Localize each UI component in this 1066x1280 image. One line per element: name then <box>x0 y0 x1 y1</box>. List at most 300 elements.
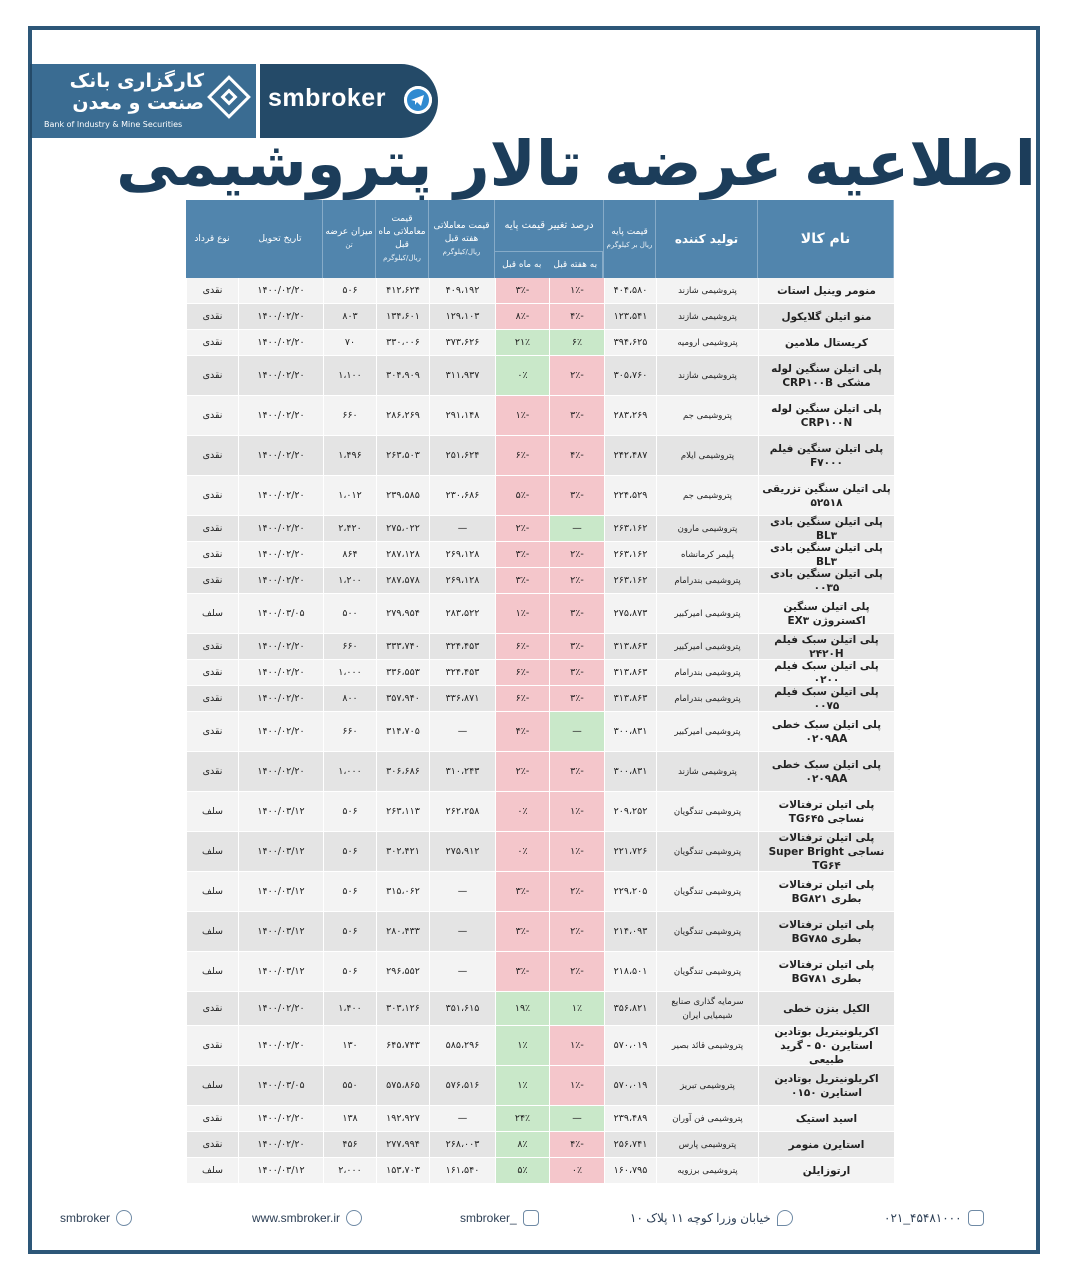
cell-name: پلی اتیلن ترفتالات نساجی Super Bright TG۶۴ <box>758 832 894 871</box>
cell-name: الکیل بنزن خطی <box>758 992 894 1025</box>
cell-supply: ۵۰۶ <box>323 872 376 911</box>
table-row <box>186 436 894 476</box>
cell-delivery: ۱۴۰۰/۰۲/۲۰ <box>238 542 323 567</box>
cell-producer: سرمایه گذاری صنایع شیمیایی ایران <box>656 992 758 1025</box>
cell-delivery: ۱۴۰۰/۰۲/۲۰ <box>238 660 323 685</box>
cell-producer: پلیمر کرمانشاه <box>656 542 758 567</box>
cell-month-price: ۳۳۶،۵۵۳ <box>376 660 429 685</box>
cell-month-price: ۳۰۲،۴۲۱ <box>376 832 429 871</box>
cell-name: منومر وینیل استات <box>758 278 894 303</box>
cell-change-month: -۵٪ <box>495 476 549 515</box>
logo-mark-icon <box>207 75 251 119</box>
table-row <box>186 792 894 832</box>
cell-name: پلی اتیلن سنگین فیلم F۷۰۰۰ <box>758 436 894 475</box>
table-row <box>186 712 894 752</box>
cell-base-price: ۴۰۴،۵۸۰ <box>604 278 656 303</box>
cell-week-price: ۲۵۱،۶۲۴ <box>429 436 495 475</box>
instagram-handle[interactable]: smbroker_ <box>460 1211 517 1225</box>
cell-change-week: -۴٪ <box>549 304 604 329</box>
cell-contract: سلف <box>186 952 238 991</box>
cell-week-price: ۱۶۱،۵۴۰ <box>429 1158 495 1183</box>
cell-month-price: ۳۳۳،۷۴۰ <box>376 634 429 659</box>
cell-change-month: ۱٪ <box>495 1066 549 1105</box>
cell-supply: ۱،۱۰۰ <box>323 356 376 395</box>
cell-change-month: -۶٪ <box>495 686 549 711</box>
cell-month-price: ۲۷۵،۰۲۲ <box>376 516 429 541</box>
table-row <box>186 912 894 952</box>
cell-delivery: ۱۴۰۰/۰۲/۲۰ <box>238 568 323 593</box>
cell-delivery: ۱۴۰۰/۰۳/۱۲ <box>238 1158 323 1183</box>
cell-delivery: ۱۴۰۰/۰۲/۲۰ <box>238 686 323 711</box>
cell-base-price: ۲۷۵،۸۷۳ <box>604 594 656 633</box>
cell-month-price: ۲۶۳،۱۱۳ <box>376 792 429 831</box>
cell-name: پلی اتیلن سنگین بادی ۰۰۳۵ <box>758 568 894 593</box>
cell-base-price: ۳۰۰،۸۳۱ <box>604 712 656 751</box>
cell-base-price: ۳۵۶،۸۲۱ <box>604 992 656 1025</box>
cell-change-month: -۱٪ <box>495 396 549 435</box>
cell-supply: ۱،۲۰۰ <box>323 568 376 593</box>
cell-producer: پتروشیمی تندگویان <box>656 872 758 911</box>
telegram-handle[interactable]: smbroker <box>60 1211 111 1225</box>
table-row <box>186 396 894 436</box>
cell-producer: پتروشیمی مارون <box>656 516 758 541</box>
cell-change-week: -۱٪ <box>549 832 604 871</box>
cell-change-week: -۲٪ <box>549 872 604 911</box>
cell-contract: سلف <box>186 1158 238 1183</box>
cell-change-week: -۳٪ <box>549 594 604 633</box>
cell-delivery: ۱۴۰۰/۰۲/۲۰ <box>238 752 323 791</box>
table-row <box>186 660 894 686</box>
cell-change-month: -۳٪ <box>495 912 549 951</box>
table-row <box>186 872 894 912</box>
cell-change-month: -۳٪ <box>495 542 549 567</box>
cell-producer: پتروشیمی امیرکبیر <box>656 634 758 659</box>
cell-contract: نقدی <box>186 516 238 541</box>
logo-line-2: صنعت و معدن <box>72 92 204 114</box>
cell-week-price: ۲۶۹،۱۲۸ <box>429 542 495 567</box>
header-month-price <box>376 200 429 278</box>
cell-delivery: ۱۴۰۰/۰۳/۱۲ <box>238 952 323 991</box>
cell-contract: سلف <box>186 912 238 951</box>
cell-supply: ۱،۴۹۶ <box>323 436 376 475</box>
cell-month-price: ۳۱۴،۷۰۵ <box>376 712 429 751</box>
header-month-price-unit: ریال/کیلوگرم <box>383 254 421 262</box>
header-base-price-label: قیمت پایه <box>611 227 648 237</box>
cell-delivery: ۱۴۰۰/۰۳/۰۵ <box>238 1066 323 1105</box>
footer-website[interactable] <box>252 1210 362 1226</box>
cell-base-price: ۵۷۰،۰۱۹ <box>604 1026 656 1065</box>
cell-name: پلی اتیلن ترفتالات بطری BG۷۸۱ <box>758 952 894 991</box>
cell-delivery: ۱۴۰۰/۰۲/۲۰ <box>238 304 323 329</box>
cell-base-price: ۱۲۳،۵۴۱ <box>604 304 656 329</box>
cell-supply: ۱،۰۱۲ <box>323 476 376 515</box>
cell-name: پلی اتیلن سنگین لوله مشکی CRP۱۰۰B <box>758 356 894 395</box>
cell-supply: ۴۵۶ <box>323 1132 376 1157</box>
header-week-price <box>429 200 495 278</box>
cell-week-price: ۱۲۹،۱۰۳ <box>429 304 495 329</box>
table-row <box>186 1158 894 1184</box>
cell-producer: پتروشیمی تندگویان <box>656 912 758 951</box>
table-row <box>186 634 894 660</box>
cell-change-week: -۳٪ <box>549 634 604 659</box>
website-link[interactable]: www.smbroker.ir <box>252 1211 341 1225</box>
header-month-price-label: قیمت معاملاتی ماه قبل <box>378 214 426 250</box>
table-row <box>186 686 894 712</box>
cell-base-price: ۲۱۸،۵۰۱ <box>604 952 656 991</box>
cell-name: پلی اتیلن سبک فیلم ۰۲۰۰ <box>758 660 894 685</box>
cell-base-price: ۲۳۹،۴۸۹ <box>604 1106 656 1131</box>
cell-change-month: -۴٪ <box>495 712 549 751</box>
cell-contract: سلف <box>186 1066 238 1105</box>
cell-delivery: ۱۴۰۰/۰۲/۲۰ <box>238 1106 323 1131</box>
cell-change-week: -۱٪ <box>549 278 604 303</box>
cell-delivery: ۱۴۰۰/۰۲/۲۰ <box>238 330 323 355</box>
table-row <box>186 304 894 330</box>
table-body <box>186 278 894 1184</box>
cell-change-week: -۳٪ <box>549 396 604 435</box>
cell-change-month: -۳٪ <box>495 568 549 593</box>
cell-change-month: -۱٪ <box>495 594 549 633</box>
cell-name: پلی اتیلن ترفتالات نساجی TG۶۴۵ <box>758 792 894 831</box>
logo-line-3: Bank of Industry & Mine Securities <box>44 120 183 129</box>
header-supply-label: میزان عرضه <box>325 227 373 237</box>
cell-name: پلی اتیلن سنگین تزریقی ۵۲۵۱۸ <box>758 476 894 515</box>
cell-producer: پتروشیمی بندرامام <box>656 568 758 593</box>
cell-producer: پتروشیمی شازند <box>656 752 758 791</box>
cell-contract: نقدی <box>186 436 238 475</box>
cell-week-price: ۵۷۶،۵۱۶ <box>429 1066 495 1105</box>
cell-month-price: ۲۷۹،۹۵۴ <box>376 594 429 633</box>
cell-name: پلی اتیلن سنگین اکستروژن EX۳ <box>758 594 894 633</box>
cell-name: منو اتیلن گلایکول <box>758 304 894 329</box>
cell-producer: پتروشیمی تندگویان <box>656 832 758 871</box>
cell-base-price: ۳۰۵،۷۶۰ <box>604 356 656 395</box>
cell-supply: ۶۶۰ <box>323 396 376 435</box>
cell-name: اکریلونیتریل بوتادین استایرن ۵۰ - گرید طبیعی <box>758 1026 894 1065</box>
cell-month-price: ۳۱۵،۰۶۲ <box>376 872 429 911</box>
cell-producer: پتروشیمی فن آوران <box>656 1106 758 1131</box>
cell-contract: سلف <box>186 872 238 911</box>
cell-month-price: ۲۸۷،۱۲۸ <box>376 542 429 567</box>
cell-change-week: -۲٪ <box>549 356 604 395</box>
cell-contract: سلف <box>186 792 238 831</box>
send-icon <box>116 1210 132 1226</box>
cell-week-price: ۲۶۹،۱۲۸ <box>429 568 495 593</box>
cell-month-price: ۲۷۷،۹۹۴ <box>376 1132 429 1157</box>
logo-line-1: کارگزاری بانک <box>69 70 204 92</box>
cell-producer: پتروشیمی شازند <box>656 304 758 329</box>
cell-name: پلی اتیلن سبک خطی ۰۲۰۹AA <box>758 712 894 751</box>
cell-supply: ۵۰۶ <box>323 952 376 991</box>
cell-change-week: -۳٪ <box>549 686 604 711</box>
cell-week-price: ۳۵۱،۶۱۵ <box>429 992 495 1025</box>
footer <box>32 1200 1036 1240</box>
cell-change-week: -۲٪ <box>549 912 604 951</box>
cell-producer: پتروشیمی جم <box>656 396 758 435</box>
cell-change-month: ۸٪ <box>495 1132 549 1157</box>
cell-name: پلی اتیلن سبک فیلم ۰۰۷۵ <box>758 686 894 711</box>
cell-base-price: ۲۵۶،۷۴۱ <box>604 1132 656 1157</box>
cell-week-price: — <box>429 1106 495 1131</box>
cell-contract: نقدی <box>186 992 238 1025</box>
cell-delivery: ۱۴۰۰/۰۲/۲۰ <box>238 992 323 1025</box>
cell-week-price: ۳۳۶،۸۷۱ <box>429 686 495 711</box>
cell-change-month: -۶٪ <box>495 660 549 685</box>
header-week-price-label: قیمت معاملاتی هفته قبل <box>433 220 490 244</box>
table-row <box>186 278 894 304</box>
table-row <box>186 1026 894 1066</box>
cell-contract: نقدی <box>186 476 238 515</box>
cell-change-month: -۶٪ <box>495 436 549 475</box>
cell-change-week: -۴٪ <box>549 436 604 475</box>
cell-base-price: ۳۹۴،۶۲۵ <box>604 330 656 355</box>
cell-change-week: ۱٪ <box>549 992 604 1025</box>
cell-change-month: ۰٪ <box>495 832 549 871</box>
cell-change-week: -۲٪ <box>549 568 604 593</box>
cell-change-month: -۳٪ <box>495 872 549 911</box>
cell-delivery: ۱۴۰۰/۰۲/۲۰ <box>238 516 323 541</box>
cell-delivery: ۱۴۰۰/۰۲/۲۰ <box>238 356 323 395</box>
cell-contract: نقدی <box>186 712 238 751</box>
instagram-icon <box>523 1210 539 1226</box>
cell-base-price: ۲۰۹،۲۵۲ <box>604 792 656 831</box>
cell-base-price: ۲۶۳،۱۶۲ <box>604 542 656 567</box>
cell-supply: ۲،۰۰۰ <box>323 1158 376 1183</box>
cell-supply: ۲،۴۲۰ <box>323 516 376 541</box>
cell-base-price: ۲۸۳،۲۶۹ <box>604 396 656 435</box>
cell-delivery: ۱۴۰۰/۰۲/۲۰ <box>238 634 323 659</box>
cell-base-price: ۵۷۰،۰۱۹ <box>604 1066 656 1105</box>
table-row <box>186 330 894 356</box>
cell-base-price: ۳۱۳،۸۶۳ <box>604 686 656 711</box>
cell-base-price: ۲۶۳،۱۶۲ <box>604 568 656 593</box>
cell-month-price: ۲۶۳،۵۰۳ <box>376 436 429 475</box>
cell-change-week: -۳٪ <box>549 660 604 685</box>
cell-change-week: -۱٪ <box>549 1026 604 1065</box>
cell-change-week: -۱٪ <box>549 1066 604 1105</box>
cell-change-month: -۳٪ <box>495 278 549 303</box>
table-row <box>186 832 894 872</box>
cell-delivery: ۱۴۰۰/۰۳/۱۲ <box>238 872 323 911</box>
cell-change-week: -۳٪ <box>549 476 604 515</box>
cell-producer: پتروشیمی تبریز <box>656 1066 758 1105</box>
cell-producer: پتروشیمی امیرکبیر <box>656 712 758 751</box>
cell-contract: نقدی <box>186 542 238 567</box>
cell-contract: سلف <box>186 594 238 633</box>
table-row <box>186 516 894 542</box>
cell-week-price: — <box>429 912 495 951</box>
header-change-label: درصد تغییر قیمت پایه <box>495 200 603 252</box>
cell-month-price: ۳۰۶،۶۸۶ <box>376 752 429 791</box>
cell-name: پلی اتیلن سنگین بادی BL۳ <box>758 516 894 541</box>
cell-change-month: ۱۹٪ <box>495 992 549 1025</box>
cell-week-price: ۳۲۴،۴۵۳ <box>429 660 495 685</box>
cell-base-price: ۲۲۹،۲۰۵ <box>604 872 656 911</box>
cell-change-month: -۸٪ <box>495 304 549 329</box>
cell-supply: ۱،۰۰۰ <box>323 660 376 685</box>
table-row <box>186 542 894 568</box>
cell-name: پلی اتیلن سنگین بادی BL۳ <box>758 542 894 567</box>
table-row <box>186 1066 894 1106</box>
cell-change-week: -۲٪ <box>549 952 604 991</box>
header-delivery: تاریخ تحویل <box>238 200 323 278</box>
cell-supply: ۶۶۰ <box>323 634 376 659</box>
cell-base-price: ۳۰۰،۸۳۱ <box>604 752 656 791</box>
cell-week-price: ۳۱۰،۲۴۳ <box>429 752 495 791</box>
cell-supply: ۱،۴۰۰ <box>323 992 376 1025</box>
cell-base-price: ۲۶۳،۱۶۲ <box>604 516 656 541</box>
cell-change-month: ۰٪ <box>495 356 549 395</box>
cell-contract: سلف <box>186 832 238 871</box>
cell-producer: پتروشیمی برزویه <box>656 1158 758 1183</box>
cell-producer: پتروشیمی ارومیه <box>656 330 758 355</box>
cell-week-price: — <box>429 516 495 541</box>
cell-change-month: ۱٪ <box>495 1026 549 1065</box>
cell-delivery: ۱۴۰۰/۰۳/۱۲ <box>238 912 323 951</box>
cell-producer: پتروشیمی تندگویان <box>656 792 758 831</box>
cell-month-price: ۲۸۷،۵۷۸ <box>376 568 429 593</box>
phone-icon <box>968 1210 984 1226</box>
cell-change-month: ۰٪ <box>495 792 549 831</box>
cell-week-price: ۳۱۱،۹۳۷ <box>429 356 495 395</box>
location-icon <box>777 1210 793 1226</box>
table-row <box>186 952 894 992</box>
cell-delivery: ۱۴۰۰/۰۲/۲۰ <box>238 1026 323 1065</box>
cell-supply: ۷۰ <box>323 330 376 355</box>
cell-change-month: ۲۴٪ <box>495 1106 549 1131</box>
cell-change-week: -۴٪ <box>549 1132 604 1157</box>
header-name: نام کالا <box>758 200 894 278</box>
table-row <box>186 1106 894 1132</box>
cell-week-price: ۲۶۲،۲۵۸ <box>429 792 495 831</box>
cell-supply: ۱،۰۰۰ <box>323 752 376 791</box>
cell-name: ارتوزایلن <box>758 1158 894 1183</box>
table-row <box>186 992 894 1026</box>
cell-week-price: — <box>429 952 495 991</box>
cell-name: پلی اتیلن ترفتالات بطری BG۷۸۵ <box>758 912 894 951</box>
cell-base-price: ۱۶۰،۷۹۵ <box>604 1158 656 1183</box>
cell-change-week: — <box>549 1106 604 1131</box>
cell-delivery: ۱۴۰۰/۰۲/۲۰ <box>238 476 323 515</box>
brand-name: smbroker <box>268 84 386 112</box>
header-producer: تولید کننده <box>656 200 758 278</box>
cell-contract: نقدی <box>186 686 238 711</box>
cell-producer: پتروشیمی شازند <box>656 278 758 303</box>
cell-change-week: -۳٪ <box>549 752 604 791</box>
cell-month-price: ۳۵۷،۹۴۰ <box>376 686 429 711</box>
cell-delivery: ۱۴۰۰/۰۳/۰۵ <box>238 594 323 633</box>
table-row <box>186 568 894 594</box>
cell-change-week: -۱٪ <box>549 792 604 831</box>
cell-supply: ۵۰۶ <box>323 912 376 951</box>
cell-change-month: -۳٪ <box>495 952 549 991</box>
header-week-price-unit: ریال/کیلوگرم <box>442 247 481 256</box>
cell-delivery: ۱۴۰۰/۰۲/۲۰ <box>238 278 323 303</box>
cell-month-price: ۲۹۶،۵۵۲ <box>376 952 429 991</box>
cell-contract: نقدی <box>186 1026 238 1065</box>
cell-change-week: — <box>549 712 604 751</box>
cell-producer: پتروشیمی تندگویان <box>656 952 758 991</box>
cell-producer: پتروشیمی شازند <box>656 356 758 395</box>
cell-supply: ۸۰۰ <box>323 686 376 711</box>
cell-change-month: ۵٪ <box>495 1158 549 1183</box>
cell-week-price: ۲۸۳،۵۲۲ <box>429 594 495 633</box>
cell-month-price: ۱۵۳،۷۰۳ <box>376 1158 429 1183</box>
header-base-price <box>604 200 656 278</box>
table-row <box>186 594 894 634</box>
table-row <box>186 476 894 516</box>
cell-week-price: ۲۷۵،۹۱۲ <box>429 832 495 871</box>
cell-month-price: ۵۷۵،۸۶۵ <box>376 1066 429 1105</box>
cell-week-price: ۳۷۳،۶۲۶ <box>429 330 495 355</box>
cell-change-month: -۲٪ <box>495 516 549 541</box>
cell-month-price: ۱۳۴،۶۰۱ <box>376 304 429 329</box>
header-change <box>495 200 604 278</box>
cell-base-price: ۲۲۱،۷۲۶ <box>604 832 656 871</box>
cell-week-price: ۲۹۱،۱۴۸ <box>429 396 495 435</box>
header-supply <box>323 200 376 278</box>
cell-change-week: ۶٪ <box>549 330 604 355</box>
cell-contract: نقدی <box>186 752 238 791</box>
cell-producer: پتروشیمی قائد بصیر <box>656 1026 758 1065</box>
cell-base-price: ۳۱۳،۸۶۳ <box>604 634 656 659</box>
table-row <box>186 1132 894 1158</box>
header-contract: نوع قرداد <box>194 233 230 244</box>
cell-change-month: -۶٪ <box>495 634 549 659</box>
cell-supply: ۵۰۶ <box>323 832 376 871</box>
cell-supply: ۸۰۳ <box>323 304 376 329</box>
footer-phone <box>884 1210 984 1226</box>
cell-delivery: ۱۴۰۰/۰۲/۲۰ <box>238 1132 323 1157</box>
address-text: خیابان وزرا کوچه ۱۱ پلاک ۱۰ <box>630 1211 771 1225</box>
cell-month-price: ۳۰۳،۱۲۶ <box>376 992 429 1025</box>
cell-contract: نقدی <box>186 304 238 329</box>
cell-supply: ۵۰۶ <box>323 278 376 303</box>
header-base-price-unit: ریال بر کیلوگرم <box>606 241 653 249</box>
cell-change-week: ۰٪ <box>549 1158 604 1183</box>
cell-month-price: ۲۸۰،۴۳۳ <box>376 912 429 951</box>
cell-week-price: ۵۸۵،۲۹۶ <box>429 1026 495 1065</box>
cell-delivery: ۱۴۰۰/۰۳/۱۲ <box>238 832 323 871</box>
cell-producer: پتروشیمی بندرامام <box>656 660 758 685</box>
cell-change-month: -۲٪ <box>495 752 549 791</box>
cell-week-price: ۲۶۸،۰۰۳ <box>429 1132 495 1157</box>
cell-delivery: ۱۴۰۰/۰۳/۱۲ <box>238 792 323 831</box>
cell-name: پلی اتیلن سنگین لوله CRP۱۰۰N <box>758 396 894 435</box>
cell-name: کریستال ملامین <box>758 330 894 355</box>
cell-delivery: ۱۴۰۰/۰۲/۲۰ <box>238 396 323 435</box>
telegram-icon[interactable] <box>404 86 432 114</box>
cell-delivery: ۱۴۰۰/۰۲/۲۰ <box>238 436 323 475</box>
cell-contract: نقدی <box>186 278 238 303</box>
logo-text <box>44 70 204 129</box>
cell-month-price: ۲۸۶،۲۶۹ <box>376 396 429 435</box>
footer-telegram[interactable] <box>60 1210 132 1226</box>
cell-supply: ۱۳۸ <box>323 1106 376 1131</box>
cell-contract: نقدی <box>186 396 238 435</box>
phone-number: ۰۲۱_۴۵۴۸۱۰۰۰ <box>884 1211 962 1225</box>
cell-supply: ۱۳۰ <box>323 1026 376 1065</box>
cell-base-price: ۳۱۳،۸۶۳ <box>604 660 656 685</box>
table-header <box>186 200 894 278</box>
footer-instagram[interactable] <box>460 1210 539 1226</box>
cell-month-price: ۱۹۲،۹۲۷ <box>376 1106 429 1131</box>
table-row <box>186 752 894 792</box>
cell-producer: پتروشیمی جم <box>656 476 758 515</box>
table-row <box>186 356 894 396</box>
cell-supply: ۵۰۰ <box>323 594 376 633</box>
cell-name: اسید استیک <box>758 1106 894 1131</box>
